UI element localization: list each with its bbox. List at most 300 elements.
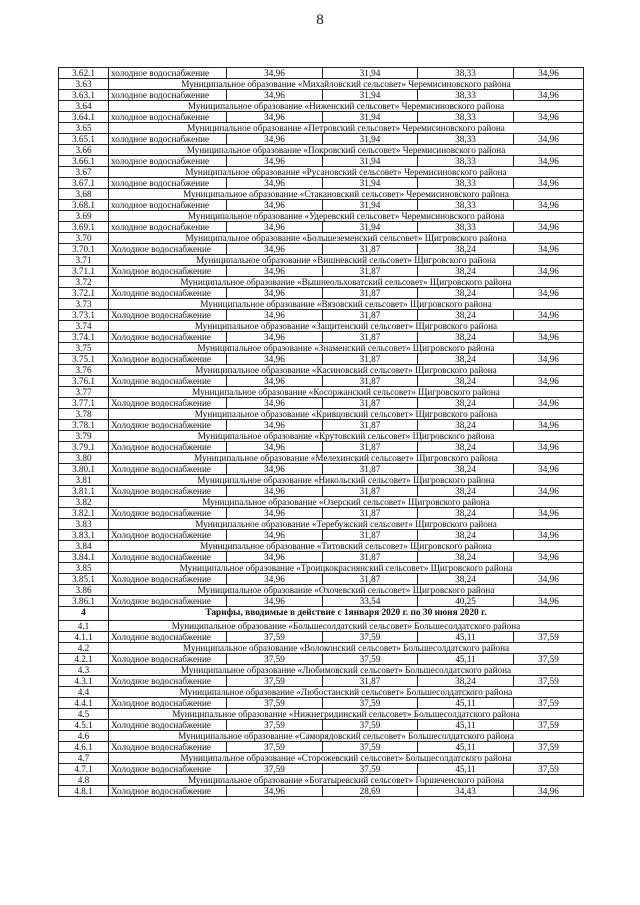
row-code: 4.8	[59, 775, 109, 786]
tariff-value: 34,96	[227, 90, 323, 101]
municipality-title: Муниципальное образование «Знаменский сельсовет» Щигровского района	[109, 343, 584, 354]
municipality-title: Муниципальное образование «Любимовский сельсовет» Большесолдатского района	[109, 665, 584, 676]
municipality-heading-row	[59, 775, 584, 786]
tariff-value: 31,87	[323, 310, 418, 321]
municipality-heading-row	[59, 321, 584, 332]
tariff-table-body	[59, 68, 584, 797]
tariff-value: 34,96	[514, 464, 584, 475]
service-name: Холодное водоснабжение	[109, 486, 227, 497]
tariff-value: 37,59	[227, 698, 323, 709]
municipality-heading-row	[59, 519, 584, 530]
row-code: 3.78	[59, 409, 109, 420]
row-code: 4.8.1	[59, 786, 109, 797]
tariff-value: 34,96	[514, 574, 584, 585]
tariff-value: 31,87	[323, 574, 418, 585]
municipality-heading-row	[59, 409, 584, 420]
row-code: 3.86	[59, 585, 109, 596]
row-code: 3.76	[59, 365, 109, 376]
tariff-row	[59, 222, 584, 233]
tariff-value: 31,87	[323, 508, 418, 519]
row-code: 3.63.1	[59, 90, 109, 101]
tariff-value: 37,59	[227, 742, 323, 753]
row-code: 3.86.1	[59, 596, 109, 607]
tariff-row	[59, 574, 584, 585]
service-name: Холодное водоснабжение	[109, 310, 227, 321]
tariff-table	[58, 67, 584, 797]
tariff-value: 31,87	[323, 464, 418, 475]
tariff-value: 38,33	[418, 134, 514, 145]
tariff-value: 37,59	[514, 654, 584, 665]
service-name: Холодное водоснабжение	[109, 332, 227, 343]
tariff-value: 34,96	[227, 112, 323, 123]
row-code: 4.3.1	[59, 676, 109, 687]
service-name: холодное водоснабжение	[109, 222, 227, 233]
row-code: 3.78.1	[59, 420, 109, 431]
tariff-value: 34,96	[227, 354, 323, 365]
section-heading-row	[59, 607, 584, 621]
tariff-row	[59, 442, 584, 453]
row-code: 3.70	[59, 233, 109, 244]
tariff-row	[59, 464, 584, 475]
row-code: 3.75.1	[59, 354, 109, 365]
tariff-row	[59, 134, 584, 145]
tariff-value: 37,59	[514, 742, 584, 753]
tariff-value: 38,24	[418, 420, 514, 431]
tariff-value: 31,87	[323, 442, 418, 453]
tariff-value: 38,24	[418, 508, 514, 519]
tariff-value: 34,96	[514, 596, 584, 607]
row-code: 3.67.1	[59, 178, 109, 189]
tariff-row	[59, 742, 584, 753]
tariff-value: 34,96	[227, 464, 323, 475]
tariff-row	[59, 90, 584, 101]
tariff-value: 45,11	[418, 632, 514, 643]
row-code: 3.79.1	[59, 442, 109, 453]
tariff-value: 34,96	[227, 156, 323, 167]
row-code: 3.77	[59, 387, 109, 398]
municipality-title: Муниципальное образование «Волоконский сельсовет» Большесолдатского района	[109, 643, 584, 654]
tariff-value: 31,94	[323, 156, 418, 167]
row-code: 3.63	[59, 79, 109, 90]
municipality-title: Муниципальное образование «Покровский сельсовет» Черемисиновского района	[109, 145, 584, 156]
row-code: 3.66	[59, 145, 109, 156]
municipality-heading-row	[59, 299, 584, 310]
row-code: 3.79	[59, 431, 109, 442]
service-name: Холодное водоснабжение	[109, 442, 227, 453]
row-code: 4.2	[59, 643, 109, 654]
row-code: 4.5	[59, 709, 109, 720]
row-code: 3.64.1	[59, 112, 109, 123]
municipality-title: Муниципальное образование «Защитенский сельсовет» Щигровского района	[109, 321, 584, 332]
tariff-value: 37,59	[323, 654, 418, 665]
row-code: 3.69	[59, 211, 109, 222]
municipality-heading-row	[59, 621, 584, 632]
service-name: холодное водоснабжение	[109, 200, 227, 211]
municipality-title: Муниципальное образование «Охочевский сельсовет» Щигровского района	[109, 585, 584, 596]
tariff-value: 34,96	[227, 420, 323, 431]
service-name: Холодное водоснабжение	[109, 742, 227, 753]
tariff-value: 34,96	[514, 156, 584, 167]
row-code: 3.71.1	[59, 266, 109, 277]
row-code: 3.85	[59, 563, 109, 574]
tariff-value: 31,87	[323, 420, 418, 431]
tariff-value: 38,24	[418, 266, 514, 277]
service-name: Холодное водоснабжение	[109, 266, 227, 277]
row-code: 3.82.1	[59, 508, 109, 519]
service-name: Холодное водоснабжение	[109, 632, 227, 643]
tariff-row	[59, 112, 584, 123]
tariff-row	[59, 786, 584, 797]
service-name: Холодное водоснабжение	[109, 596, 227, 607]
municipality-heading-row	[59, 563, 584, 574]
tariff-row	[59, 68, 584, 79]
municipality-heading-row	[59, 643, 584, 654]
municipality-title: Муниципальное образование «Богатыревский сельсовет» Горшеченского района	[109, 775, 584, 786]
municipality-heading-row	[59, 709, 584, 720]
tariff-value: 31,87	[323, 244, 418, 255]
tariff-value: 34,96	[227, 332, 323, 343]
row-code: 3.72	[59, 277, 109, 288]
municipality-title: Муниципальное образование «Теребужский сельсовет» Щигровского района	[109, 519, 584, 530]
tariff-value: 34,96	[514, 222, 584, 233]
tariff-value: 38,24	[418, 354, 514, 365]
tariff-value: 34,96	[514, 178, 584, 189]
tariff-value: 38,33	[418, 200, 514, 211]
service-name: холодное водоснабжение	[109, 134, 227, 145]
tariff-value: 34,96	[227, 288, 323, 299]
municipality-title: Муниципальное образование «Большесолдатский сельсовет» Большесолдатского района	[109, 621, 584, 632]
row-code: 3.81	[59, 475, 109, 486]
row-code: 3.84.1	[59, 552, 109, 563]
tariff-value: 34,96	[227, 786, 323, 797]
tariff-value: 31,87	[323, 376, 418, 387]
row-code: 3.65.1	[59, 134, 109, 145]
row-code: 4.7.1	[59, 764, 109, 775]
tariff-value: 38,24	[418, 244, 514, 255]
tariff-value: 31,87	[323, 332, 418, 343]
service-name: Холодное водоснабжение	[109, 654, 227, 665]
tariff-value: 38,24	[418, 574, 514, 585]
tariff-value: 34,96	[514, 244, 584, 255]
municipality-heading-row	[59, 255, 584, 266]
service-name: Холодное водоснабжение	[109, 676, 227, 687]
service-name: Холодное водоснабжение	[109, 354, 227, 365]
tariff-value: 34,96	[514, 786, 584, 797]
municipality-title: Муниципальное образование «Большеземенский сельсовет» Щигровского района	[109, 233, 584, 244]
tariff-value: 38,24	[418, 486, 514, 497]
municipality-title: Муниципальное образование «Крутовский сельсовет» Щигровского района	[109, 431, 584, 442]
service-name: Холодное водоснабжение	[109, 508, 227, 519]
municipality-title: Муниципальное образование «Ниженский сельсовет» Черемисиновского района	[109, 101, 584, 112]
municipality-title: Муниципальное образование «Стакановский сельсовет» Черемисиновского района	[109, 189, 584, 200]
row-code: 3.73	[59, 299, 109, 310]
row-code: 3.73.1	[59, 310, 109, 321]
municipality-title: Муниципальное образование «Михайловский сельсовет» Черемисиновского района	[109, 79, 584, 90]
service-name: Холодное водоснабжение	[109, 288, 227, 299]
municipality-heading-row	[59, 101, 584, 112]
tariff-value: 31,94	[323, 112, 418, 123]
municipality-title: Муниципальное образование «Мелехинский сельсовет» Щигровского района	[109, 453, 584, 464]
tariff-row	[59, 288, 584, 299]
tariff-value: 38,33	[418, 68, 514, 79]
row-code: 3.75	[59, 343, 109, 354]
municipality-title: Муниципальное образование «Троицкокраснянский сельсовет» Щигровского района	[109, 563, 584, 574]
tariff-value: 38,24	[418, 552, 514, 563]
row-code: 3.77.1	[59, 398, 109, 409]
row-code: 4.4.1	[59, 698, 109, 709]
municipality-heading-row	[59, 123, 584, 134]
tariff-value: 31,94	[323, 200, 418, 211]
tariff-row	[59, 632, 584, 643]
service-name: Холодное водоснабжение	[109, 244, 227, 255]
tariff-value: 38,24	[418, 464, 514, 475]
row-code: 4.3	[59, 665, 109, 676]
tariff-value: 34,96	[514, 530, 584, 541]
tariff-value: 34,96	[227, 398, 323, 409]
tariff-value: 34,96	[227, 68, 323, 79]
service-name: Холодное водоснабжение	[109, 398, 227, 409]
row-code: 3.80.1	[59, 464, 109, 475]
row-code: 4.7	[59, 753, 109, 764]
row-code: 4.6.1	[59, 742, 109, 753]
row-code: 3.68.1	[59, 200, 109, 211]
tariff-row	[59, 354, 584, 365]
row-code: 3.74.1	[59, 332, 109, 343]
municipality-title: Муниципальное образование «Вишневский сельсовет» Щигровского района	[109, 255, 584, 266]
tariff-value: 34,43	[418, 786, 514, 797]
tariff-value: 37,59	[227, 676, 323, 687]
row-code: 3.62.1	[59, 68, 109, 79]
tariff-value: 37,59	[227, 654, 323, 665]
tariff-row	[59, 420, 584, 431]
row-code: 3.83	[59, 519, 109, 530]
row-code: 3.83.1	[59, 530, 109, 541]
tariff-row	[59, 654, 584, 665]
tariff-value: 34,96	[227, 530, 323, 541]
municipality-title: Муниципальное образование «Вышнеольховатский сельсовет» Щигровского района	[109, 277, 584, 288]
tariff-row	[59, 552, 584, 563]
service-name: холодное водоснабжение	[109, 156, 227, 167]
municipality-heading-row	[59, 431, 584, 442]
municipality-heading-row	[59, 497, 584, 508]
row-code: 4.1.1	[59, 632, 109, 643]
municipality-heading-row	[59, 475, 584, 486]
municipality-title: Муниципальное образование «Сторожевский сельсовет» Большесолдатского района	[109, 753, 584, 764]
municipality-title: Муниципальное образование «Нижнегридинский сельсовет» Большесолдатского района	[109, 709, 584, 720]
row-code: 3.67	[59, 167, 109, 178]
tariff-value: 45,11	[418, 720, 514, 731]
municipality-heading-row	[59, 343, 584, 354]
tariff-value: 31,94	[323, 134, 418, 145]
section-title: Тарифы, вводимые в действие с 1января 2020 г. по 30 июня 2020 г.	[109, 607, 584, 621]
tariff-value: 34,96	[227, 178, 323, 189]
tariff-value: 31,87	[323, 288, 418, 299]
tariff-value: 34,96	[514, 332, 584, 343]
service-name: Холодное водоснабжение	[109, 530, 227, 541]
municipality-heading-row	[59, 277, 584, 288]
service-name: Холодное водоснабжение	[109, 464, 227, 475]
municipality-heading-row	[59, 687, 584, 698]
service-name: холодное водоснабжение	[109, 178, 227, 189]
tariff-value: 31,87	[323, 486, 418, 497]
tariff-value: 31,94	[323, 68, 418, 79]
tariff-row	[59, 200, 584, 211]
row-code: 3.80	[59, 453, 109, 464]
tariff-value: 37,59	[227, 764, 323, 775]
tariff-value: 37,59	[323, 764, 418, 775]
row-code: 3.85.1	[59, 574, 109, 585]
tariff-value: 34,96	[227, 442, 323, 453]
municipality-heading-row	[59, 387, 584, 398]
tariff-value: 38,33	[418, 156, 514, 167]
tariff-value: 38,33	[418, 222, 514, 233]
tariff-value: 34,96	[227, 310, 323, 321]
tariff-value: 34,96	[514, 508, 584, 519]
tariff-value: 31,87	[323, 552, 418, 563]
row-code: 3.82	[59, 497, 109, 508]
tariff-value: 28,69	[323, 786, 418, 797]
tariff-value: 45,11	[418, 654, 514, 665]
tariff-value: 34,96	[227, 486, 323, 497]
row-code: 3.71	[59, 255, 109, 266]
tariff-value: 34,96	[227, 552, 323, 563]
tariff-value: 37,59	[323, 720, 418, 731]
tariff-row	[59, 310, 584, 321]
municipality-title: Муниципальное образование «Любостанский сельсовет» Большесолдатского района	[109, 687, 584, 698]
tariff-value: 37,59	[323, 698, 418, 709]
tariff-value: 37,59	[514, 764, 584, 775]
municipality-heading-row	[59, 585, 584, 596]
row-code: 3.68	[59, 189, 109, 200]
tariff-row	[59, 332, 584, 343]
tariff-row	[59, 596, 584, 607]
row-code: 4	[59, 607, 109, 621]
tariff-value: 34,96	[227, 266, 323, 277]
tariff-value: 34,96	[227, 244, 323, 255]
tariff-value: 31,87	[323, 530, 418, 541]
tariff-value: 31,87	[323, 676, 418, 687]
tariff-value: 31,94	[323, 178, 418, 189]
row-code: 3.72.1	[59, 288, 109, 299]
tariff-value: 34,96	[514, 398, 584, 409]
tariff-row	[59, 698, 584, 709]
municipality-title: Муниципальное образование «Касиновский сельсовет» Щигровского района	[109, 365, 584, 376]
tariff-value: 37,59	[227, 632, 323, 643]
row-code: 4.5.1	[59, 720, 109, 731]
municipality-title: Муниципальное образование «Удеревский сельсовет» Черемисиновского района	[109, 211, 584, 222]
tariff-value: 37,59	[227, 720, 323, 731]
tariff-value: 37,59	[323, 632, 418, 643]
municipality-heading-row	[59, 211, 584, 222]
tariff-value: 34,96	[514, 112, 584, 123]
tariff-value: 38,24	[418, 530, 514, 541]
tariff-value: 34,96	[227, 222, 323, 233]
row-code: 3.66.1	[59, 156, 109, 167]
municipality-heading-row	[59, 365, 584, 376]
tariff-value: 38,24	[418, 288, 514, 299]
row-code: 4.1	[59, 621, 109, 632]
tariff-value: 31,87	[323, 398, 418, 409]
row-code: 4.2.1	[59, 654, 109, 665]
service-name: Холодное водоснабжение	[109, 574, 227, 585]
tariff-value: 31,94	[323, 222, 418, 233]
tariff-value: 38,24	[418, 676, 514, 687]
tariff-value: 45,11	[418, 742, 514, 753]
tariff-value: 31,87	[323, 354, 418, 365]
tariff-value: 34,96	[514, 90, 584, 101]
row-code: 3.81.1	[59, 486, 109, 497]
municipality-heading-row	[59, 665, 584, 676]
tariff-value: 38,24	[418, 398, 514, 409]
municipality-heading-row	[59, 145, 584, 156]
tariff-value: 34,96	[514, 288, 584, 299]
municipality-heading-row	[59, 79, 584, 90]
tariff-value: 34,96	[227, 574, 323, 585]
row-code: 3.70.1	[59, 244, 109, 255]
row-code: 3.69.1	[59, 222, 109, 233]
tariff-row	[59, 398, 584, 409]
tariff-row	[59, 266, 584, 277]
municipality-title: Муниципальное образование «Никольский сельсовет» Щигровского района	[109, 475, 584, 486]
tariff-value: 38,24	[418, 310, 514, 321]
tariff-row	[59, 720, 584, 731]
tariff-value: 34,96	[227, 134, 323, 145]
tariff-value: 34,96	[514, 442, 584, 453]
tariff-value: 34,96	[227, 376, 323, 387]
service-name: холодное водоснабжение	[109, 112, 227, 123]
page-number: 8	[316, 12, 324, 28]
service-name: Холодное водоснабжение	[109, 764, 227, 775]
municipality-title: Муниципальное образование «Кривцовский сельсовет» Щигровского района	[109, 409, 584, 420]
municipality-title: Муниципальное образование «Вязовский сельсовет» Щигровского района	[109, 299, 584, 310]
tariff-value: 38,33	[418, 90, 514, 101]
municipality-title: Муниципальное образование «Петровский сельсовет» Черемисиновского района	[109, 123, 584, 134]
service-name: Холодное водоснабжение	[109, 720, 227, 731]
row-code: 3.74	[59, 321, 109, 332]
tariff-value: 45,11	[418, 764, 514, 775]
tariff-value: 37,59	[514, 720, 584, 731]
tariff-value: 37,59	[514, 698, 584, 709]
municipality-title: Муниципальное образование «Саморядовский сельсовет» Большесолдатского района	[109, 731, 584, 742]
row-code: 3.64	[59, 101, 109, 112]
municipality-heading-row	[59, 233, 584, 244]
tariff-value: 34,96	[514, 552, 584, 563]
service-name: Холодное водоснабжение	[109, 420, 227, 431]
tariff-value: 37,59	[514, 632, 584, 643]
tariff-row	[59, 244, 584, 255]
tariff-value: 34,96	[514, 354, 584, 365]
tariff-value: 33,54	[323, 596, 418, 607]
municipality-title: Муниципальное образование «Русановский сельсовет» Черемисиновского района	[109, 167, 584, 178]
tariff-value: 34,96	[514, 68, 584, 79]
tariff-value: 34,96	[227, 200, 323, 211]
tariff-row	[59, 376, 584, 387]
tariff-value: 34,96	[227, 508, 323, 519]
tariff-row	[59, 676, 584, 687]
tariff-value: 31,94	[323, 90, 418, 101]
service-name: холодное водоснабжение	[109, 90, 227, 101]
tariff-value: 34,96	[514, 486, 584, 497]
municipality-title: Муниципальное образование «Озерский сельсовет» Щигровского района	[109, 497, 584, 508]
row-code: 4.6	[59, 731, 109, 742]
service-name: Холодное водоснабжение	[109, 552, 227, 563]
municipality-heading-row	[59, 753, 584, 764]
municipality-heading-row	[59, 189, 584, 200]
tariff-value: 37,59	[323, 742, 418, 753]
tariff-value: 34,96	[514, 420, 584, 431]
service-name: Холодное водоснабжение	[109, 786, 227, 797]
tariff-value: 34,96	[514, 266, 584, 277]
